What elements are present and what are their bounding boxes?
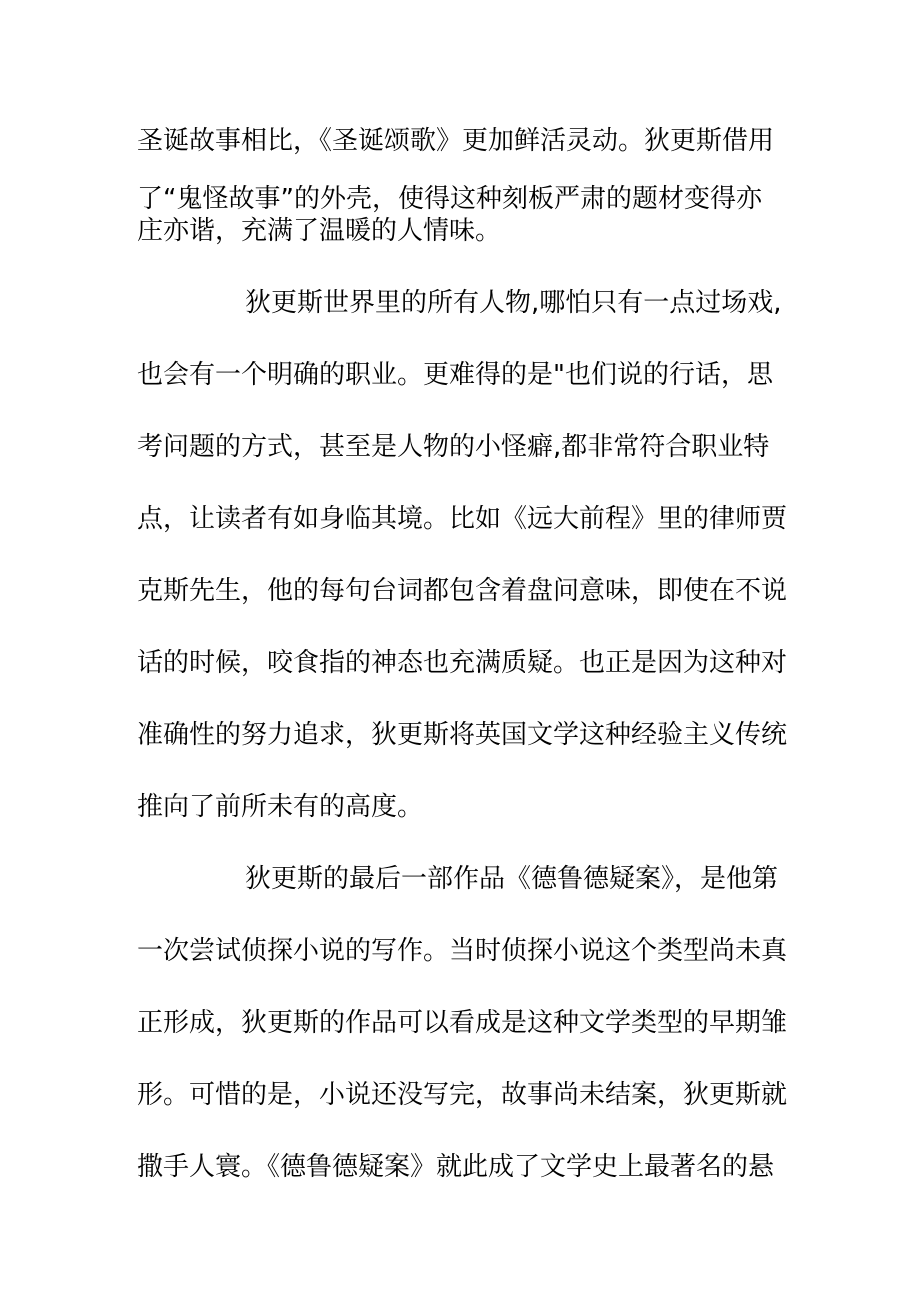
text-line: 克斯先生，他的每句台词都包含着盘问意味，即使在不说	[137, 576, 788, 606]
text-line: 话的时候，咬食指的神态也充满质疑。也正是因为这种对	[137, 648, 788, 678]
text-line: 圣诞故事相比，《圣诞颂歌》更加鲜活灵动。狄更斯借用	[137, 126, 775, 156]
text-line: 狄更斯世界里的所有人物,哪怕只有一点过场戏,	[245, 288, 782, 318]
text-line: 准确性的努力追求，狄更斯将英国文学这种经验主义传统	[137, 720, 788, 750]
text-line: 推向了前所未有的高度。	[137, 792, 424, 822]
text-line: 考问题的方式，甚至是人物的小怪癖,都非常符合职业特	[137, 432, 770, 462]
text-line: 正形成，狄更斯的作品可以看成是这种文学类型的早期雏	[137, 1008, 788, 1038]
text-line: 也会有一个明确的职业。更难得的是"也们说的行话，思	[137, 360, 773, 390]
text-line: 庄亦谐，充满了温暖的人情味。	[137, 216, 502, 246]
text-line: 了“鬼怪故事”的外壳，使得这种刻板严肃的题材变得亦	[137, 184, 762, 214]
text-line: 狄更斯的最后一部作品《德鲁德疑案》，是他第	[245, 864, 779, 894]
text-line: 点，让读者有如身临其境。比如《远大前程》里的律师贾	[137, 504, 788, 534]
text-line: 一次尝试侦探小说的写作。当时侦探小说这个类型尚未真	[137, 936, 788, 966]
text-line: 撒手人寰。《德鲁德疑案》就此成了文学史上最著名的悬	[137, 1152, 775, 1182]
text-line: 形。可惜的是，小说还没写完，故事尚未结案，狄更斯就	[137, 1080, 788, 1110]
